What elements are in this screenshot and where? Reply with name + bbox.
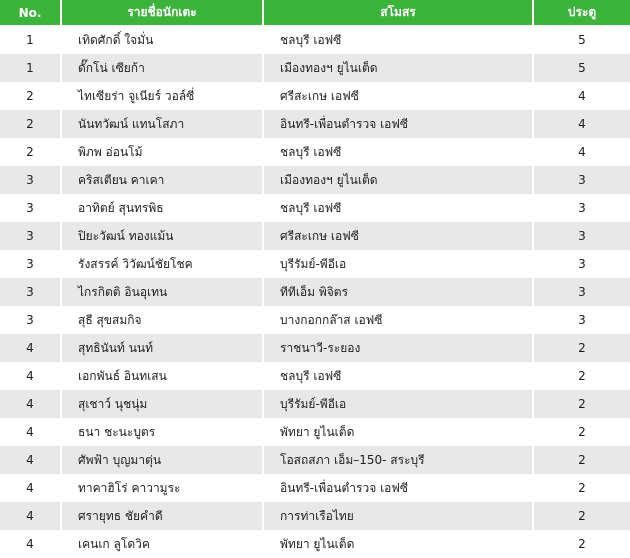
goals-cell: 4 (534, 82, 630, 110)
goals-cell: 4 (534, 110, 630, 138)
rank-cell: 3 (0, 194, 60, 222)
player-name-cell: เอกพันธ์ อินทเสน (62, 362, 262, 390)
goals-cell: 2 (534, 446, 630, 474)
rank-cell: 3 (0, 278, 60, 306)
player-name-cell: สุทธินันท์ นนท์ (62, 334, 262, 362)
header-goals: ประตู (534, 0, 630, 26)
goals-cell: 2 (534, 474, 630, 502)
player-name-cell: ไทเซียร่า จูเนียร์ วอล์ซี่ (62, 82, 262, 110)
table-header (0, 0, 630, 26)
player-name-cell: เทิดศักดิ์ ใจมั่น (62, 26, 262, 54)
player-name-cell: ดั๊กโน่ เซียก้า (62, 54, 262, 82)
player-name-cell: อาทิตย์ สุนทรพิธ (62, 194, 262, 222)
table-row (0, 222, 630, 250)
goals-cell: 2 (534, 530, 630, 558)
goals-cell: 3 (534, 166, 630, 194)
player-name-cell: ธนา ชะนะบูตร (62, 418, 262, 446)
rank-cell: 3 (0, 166, 60, 194)
table-row (0, 26, 630, 54)
table-row (0, 82, 630, 110)
table-row (0, 250, 630, 278)
goals-cell: 2 (534, 390, 630, 418)
goals-cell: 2 (534, 362, 630, 390)
table-row (0, 54, 630, 82)
club-cell: เมืองทองฯ ยูไนเต็ด (264, 54, 532, 82)
club-cell: ศรีสะเกษ เอฟซี (264, 222, 532, 250)
player-name-cell: ศัพฟ้า บุญมาตุ่น (62, 446, 262, 474)
rank-cell: 4 (0, 446, 60, 474)
rank-cell: 4 (0, 502, 60, 530)
table-row (0, 110, 630, 138)
club-cell: โอสถสภา เอ็ม–150- สระบุรี (264, 446, 532, 474)
player-name-cell: เคนเก ลูโดวิค (62, 530, 262, 558)
table-row (0, 390, 630, 418)
goals-cell: 4 (534, 138, 630, 166)
club-cell: ศรีสะเกษ เอฟซี (264, 82, 532, 110)
player-name-cell: รังสรรค์ วิวัฒน์ชัยโชค (62, 250, 262, 278)
goals-cell: 3 (534, 278, 630, 306)
rank-cell: 2 (0, 138, 60, 166)
header-no: No. (0, 0, 60, 26)
club-cell: ราชนาวี-ระยอง (264, 334, 532, 362)
table-body (0, 26, 630, 558)
club-cell: บางกอกกล๊าส เอฟซี (264, 306, 532, 334)
table-row (0, 334, 630, 362)
table-row (0, 446, 630, 474)
rank-cell: 4 (0, 362, 60, 390)
goals-cell: 3 (534, 306, 630, 334)
club-cell: พัทยา ยูไนเต็ด (264, 530, 532, 558)
club-cell: พัทยา ยูไนเต็ด (264, 418, 532, 446)
table-row (0, 166, 630, 194)
club-cell: ชลบุรี เอฟซี (264, 362, 532, 390)
player-name-cell: สุธี สุขสมกิจ (62, 306, 262, 334)
player-name-cell: ไกรกิตติ อินอุเทน (62, 278, 262, 306)
player-name-cell: ศรายุทธ ชัยคำดี (62, 502, 262, 530)
table-row (0, 362, 630, 390)
club-cell: ชลบุรี เอฟซี (264, 138, 532, 166)
club-cell: ทีทีเอ็ม พิจิตร (264, 278, 532, 306)
goals-cell: 5 (534, 26, 630, 54)
player-name-cell: สุเชาว์ นุชนุ่ม (62, 390, 262, 418)
goals-cell: 3 (534, 194, 630, 222)
rank-cell: 4 (0, 334, 60, 362)
goals-cell: 3 (534, 222, 630, 250)
club-cell: บุรีรัมย์-พีอีเอ (264, 250, 532, 278)
table-row (0, 306, 630, 334)
player-name-cell: พิภพ อ่อนโม้ (62, 138, 262, 166)
header-name: รายชื่อนักเตะ (62, 0, 262, 26)
club-cell: อินทรี-เพื่อนตำรวจ เอฟซี (264, 110, 532, 138)
rank-cell: 4 (0, 390, 60, 418)
table-row (0, 418, 630, 446)
goals-cell: 3 (534, 250, 630, 278)
club-cell: ชลบุรี เอฟซี (264, 26, 532, 54)
club-cell: ชลบุรี เอฟซี (264, 194, 532, 222)
header-row (0, 0, 630, 26)
goals-cell: 5 (534, 54, 630, 82)
club-cell: การท่าเรือไทย (264, 502, 532, 530)
table-row (0, 502, 630, 530)
goals-cell: 2 (534, 418, 630, 446)
rank-cell: 4 (0, 530, 60, 558)
rank-cell: 2 (0, 110, 60, 138)
rank-cell: 1 (0, 26, 60, 54)
rank-cell: 4 (0, 474, 60, 502)
table-row (0, 194, 630, 222)
table-row (0, 530, 630, 558)
rank-cell: 3 (0, 306, 60, 334)
table-row (0, 474, 630, 502)
table-row (0, 278, 630, 306)
player-name-cell: ทาคาฮิโร่ คาวามูระ (62, 474, 262, 502)
player-name-cell: ปิยะวัฒน์ ทองแม้น (62, 222, 262, 250)
rank-cell: 4 (0, 418, 60, 446)
rank-cell: 3 (0, 250, 60, 278)
goals-cell: 2 (534, 334, 630, 362)
club-cell: เมืองทองฯ ยูไนเต็ด (264, 166, 532, 194)
club-cell: บุรีรัมย์-พีอีเอ (264, 390, 532, 418)
header-club: สโมสร (264, 0, 532, 26)
club-cell: อินทรี-เพื่อนตำรวจ เอฟซี (264, 474, 532, 502)
rank-cell: 1 (0, 54, 60, 82)
table-row (0, 138, 630, 166)
player-name-cell: คริสเตียน คาเคา (62, 166, 262, 194)
goals-cell: 2 (534, 502, 630, 530)
rank-cell: 3 (0, 222, 60, 250)
player-name-cell: นันทวัฒน์ แทนโสภา (62, 110, 262, 138)
rank-cell: 2 (0, 82, 60, 110)
